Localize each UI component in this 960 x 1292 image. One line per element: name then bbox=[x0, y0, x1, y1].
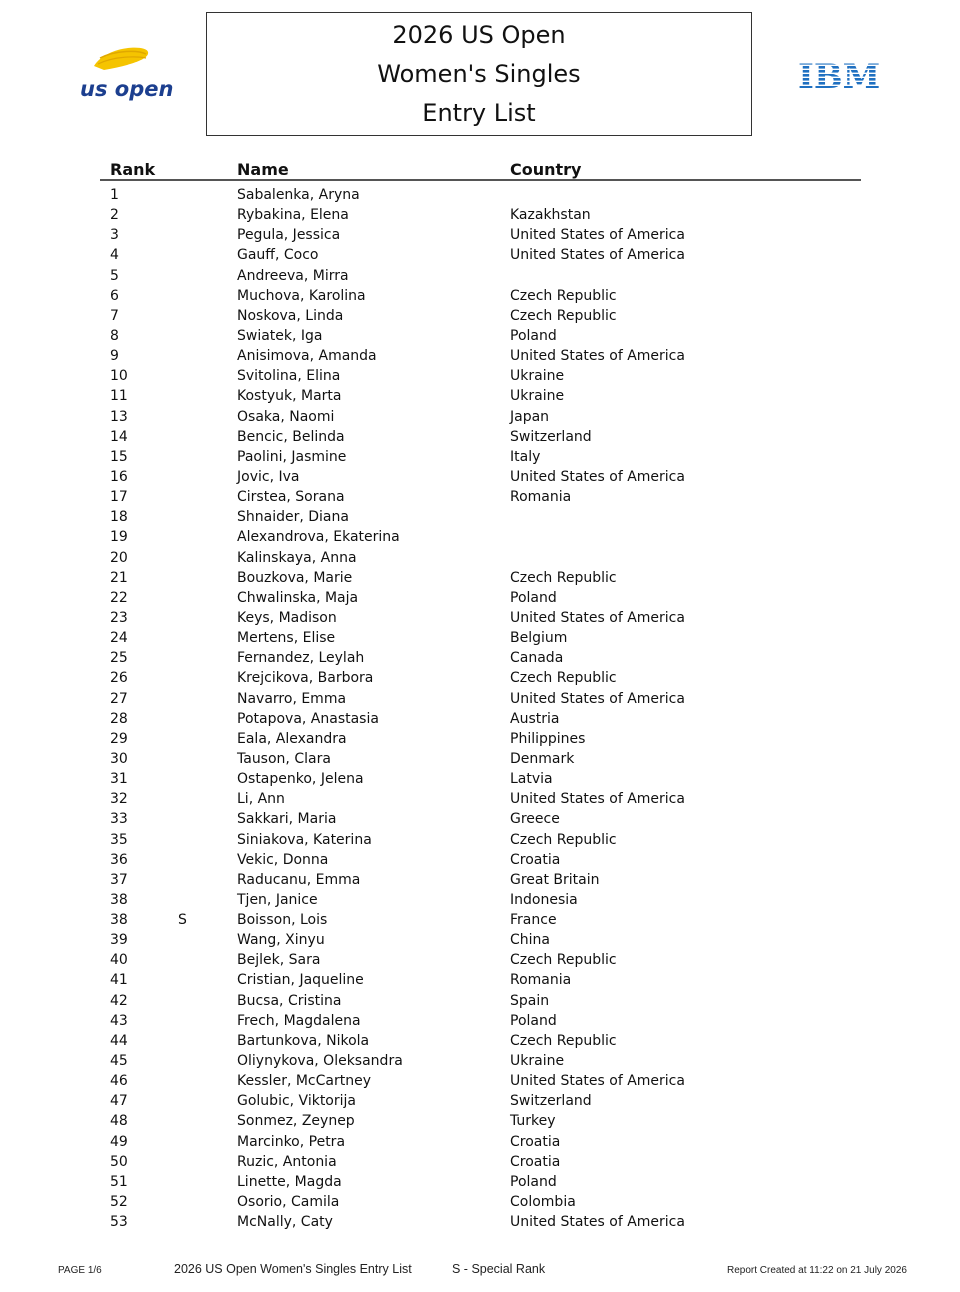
rank-cell: 51 bbox=[110, 1173, 128, 1190]
us-open-logo bbox=[76, 44, 176, 104]
table-row bbox=[0, 266, 960, 286]
table-row bbox=[0, 467, 960, 487]
name-cell: Keys, Madison bbox=[237, 609, 337, 626]
column-header-rank: Rank bbox=[110, 160, 156, 179]
rank-cell: 31 bbox=[110, 771, 128, 788]
country-cell: Croatia bbox=[510, 1153, 561, 1170]
table-row bbox=[0, 608, 960, 628]
table-row bbox=[0, 668, 960, 688]
name-cell: Jovic, Iva bbox=[237, 468, 300, 485]
table-row bbox=[0, 789, 960, 809]
rank-cell: 15 bbox=[110, 448, 128, 465]
table-row bbox=[0, 930, 960, 950]
rank-cell: 40 bbox=[110, 952, 128, 969]
name-cell: Alexandrova, Ekaterina bbox=[237, 529, 400, 546]
rank-cell: 25 bbox=[110, 650, 128, 667]
name-cell: Cirstea, Sorana bbox=[237, 489, 345, 506]
rank-cell: 9 bbox=[110, 348, 119, 365]
country-cell: Spain bbox=[510, 992, 550, 1009]
rank-cell: 38 bbox=[110, 891, 128, 908]
rank-cell: 50 bbox=[110, 1153, 128, 1170]
table-row bbox=[0, 447, 960, 467]
title-line-1: 2026 US Open bbox=[392, 20, 566, 49]
country-cell: Italy bbox=[510, 448, 541, 465]
name-cell: Kessler, McCartney bbox=[237, 1073, 371, 1090]
rank-cell: 52 bbox=[110, 1194, 128, 1211]
rank-cell: 4 bbox=[110, 247, 119, 264]
name-cell: Kostyuk, Marta bbox=[237, 388, 342, 405]
svg-text:us open: us open bbox=[80, 77, 174, 101]
name-cell: Eala, Alexandra bbox=[237, 730, 347, 747]
name-cell: Navarro, Emma bbox=[237, 690, 347, 707]
rank-cell: 35 bbox=[110, 831, 128, 848]
rank-cell: 13 bbox=[110, 408, 128, 425]
country-cell: Colombia bbox=[510, 1194, 576, 1211]
page-number: PAGE 1/6 bbox=[58, 1265, 102, 1276]
rank-cell: 39 bbox=[110, 932, 128, 949]
table-row bbox=[0, 1051, 960, 1071]
country-cell: Romania bbox=[510, 489, 572, 506]
rank-cell: 36 bbox=[110, 851, 128, 868]
country-cell: Czech Republic bbox=[510, 670, 617, 687]
country-cell: Poland bbox=[510, 1173, 557, 1190]
rank-cell: 1 bbox=[110, 187, 119, 203]
table-row bbox=[0, 870, 960, 890]
footer-legend: S - Special Rank bbox=[452, 1262, 546, 1276]
country-cell: Czech Republic bbox=[510, 952, 617, 969]
name-cell: Bencic, Belinda bbox=[237, 428, 345, 445]
rank-cell: 16 bbox=[110, 468, 128, 485]
name-cell: Ostapenko, Jelena bbox=[237, 771, 364, 788]
table-row bbox=[0, 427, 960, 447]
country-cell: Ukraine bbox=[510, 368, 565, 385]
name-cell: Bouzkova, Marie bbox=[237, 569, 353, 586]
country-cell: United States of America bbox=[510, 227, 685, 244]
country-cell: France bbox=[510, 912, 557, 929]
table-row bbox=[0, 386, 960, 406]
country-cell: United States of America bbox=[510, 609, 685, 626]
rank-cell: 10 bbox=[110, 368, 128, 385]
name-cell: Gauff, Coco bbox=[237, 247, 319, 264]
table-row bbox=[0, 689, 960, 709]
table-row bbox=[0, 1132, 960, 1152]
svg-text:IBM: IBM bbox=[798, 58, 881, 94]
table-row bbox=[0, 225, 960, 245]
table-row bbox=[0, 1091, 960, 1111]
country-cell: Japan bbox=[510, 408, 550, 425]
name-cell: Muchova, Karolina bbox=[237, 287, 366, 304]
country-cell: Indonesia bbox=[510, 891, 578, 908]
table-row bbox=[0, 185, 960, 205]
ibm-logo bbox=[796, 58, 884, 94]
name-cell: Marcinko, Petra bbox=[237, 1133, 346, 1150]
table-row bbox=[0, 729, 960, 749]
name-cell: Swiatek, Iga bbox=[237, 327, 323, 344]
name-cell: Sabalenka, Aryna bbox=[237, 187, 360, 203]
table-row bbox=[0, 1011, 960, 1031]
country-cell: United States of America bbox=[510, 468, 685, 485]
name-cell: Anisimova, Amanda bbox=[237, 348, 377, 365]
table-row bbox=[0, 205, 960, 225]
rank-cell: 24 bbox=[110, 630, 128, 647]
table-row bbox=[0, 1212, 960, 1232]
rank-cell: 45 bbox=[110, 1053, 128, 1070]
country-cell: Croatia bbox=[510, 851, 561, 868]
name-cell: Pegula, Jessica bbox=[237, 227, 341, 244]
table-row bbox=[0, 1192, 960, 1212]
name-cell: Raducanu, Emma bbox=[237, 871, 361, 888]
name-cell: Bucsa, Cristina bbox=[237, 992, 342, 1009]
table-row bbox=[0, 588, 960, 608]
table-row bbox=[0, 648, 960, 668]
country-cell: Czech Republic bbox=[510, 307, 617, 324]
rank-cell: 2 bbox=[110, 207, 119, 224]
table-row bbox=[0, 749, 960, 769]
country-cell: Poland bbox=[510, 589, 557, 606]
country-cell: United States of America bbox=[510, 348, 685, 365]
country-cell: United States of America bbox=[510, 690, 685, 707]
country-cell: Canada bbox=[510, 650, 564, 667]
country-cell: Ukraine bbox=[510, 1053, 565, 1070]
country-cell: Switzerland bbox=[510, 1093, 592, 1110]
title-line-2: Women's Singles bbox=[377, 59, 581, 88]
country-cell: United States of America bbox=[510, 247, 685, 264]
entry-list bbox=[0, 185, 960, 1232]
name-cell: Sonmez, Zeynep bbox=[237, 1113, 355, 1130]
rank-cell: 49 bbox=[110, 1133, 128, 1150]
rank-cell: 8 bbox=[110, 327, 119, 344]
name-cell: Sakkari, Maria bbox=[237, 811, 337, 828]
name-cell: Vekic, Donna bbox=[237, 851, 329, 868]
rank-cell: 18 bbox=[110, 509, 128, 526]
table-row bbox=[0, 487, 960, 507]
name-cell: Shnaider, Diana bbox=[237, 509, 349, 526]
name-cell: Boisson, Lois bbox=[237, 912, 328, 929]
name-cell: Bartunkova, Nikola bbox=[237, 1032, 370, 1049]
name-cell: Svitolina, Elina bbox=[237, 368, 341, 385]
name-cell: Cristian, Jaqueline bbox=[237, 972, 364, 989]
name-cell: Noskova, Linda bbox=[237, 307, 344, 324]
country-cell: Latvia bbox=[510, 771, 553, 788]
name-cell: Osorio, Camila bbox=[237, 1194, 340, 1211]
rank-cell: 32 bbox=[110, 791, 128, 808]
rank-cell: 28 bbox=[110, 710, 128, 727]
country-cell: Philippines bbox=[510, 730, 586, 747]
table-row bbox=[0, 709, 960, 729]
name-cell: Mertens, Elise bbox=[237, 630, 336, 647]
table-row bbox=[0, 910, 960, 930]
rank-cell: 38 bbox=[110, 912, 128, 929]
column-header-name: Name bbox=[237, 160, 289, 179]
rank-cell: 6 bbox=[110, 287, 119, 304]
table-row bbox=[0, 306, 960, 326]
rank-cell: 19 bbox=[110, 529, 128, 546]
rank-cell: 42 bbox=[110, 992, 128, 1009]
rank-cell: 20 bbox=[110, 549, 128, 566]
table-row bbox=[0, 1071, 960, 1091]
name-cell: Li, Ann bbox=[237, 791, 285, 808]
country-cell: Poland bbox=[510, 327, 557, 344]
name-cell: Fernandez, Leylah bbox=[237, 650, 365, 667]
table-row bbox=[0, 1111, 960, 1131]
name-cell: Paolini, Jasmine bbox=[237, 448, 347, 465]
rank-cell: 3 bbox=[110, 227, 119, 244]
column-header-country: Country bbox=[510, 160, 582, 179]
rank-cell: 14 bbox=[110, 428, 128, 445]
rank-cell: 53 bbox=[110, 1214, 128, 1231]
country-cell: Romania bbox=[510, 972, 572, 989]
name-cell: Krejcikova, Barbora bbox=[237, 670, 374, 687]
table-row bbox=[0, 769, 960, 789]
name-cell: Wang, Xinyu bbox=[237, 932, 325, 949]
name-cell: Oliynykova, Oleksandra bbox=[237, 1053, 403, 1070]
rank-cell: 26 bbox=[110, 670, 128, 687]
table-row bbox=[0, 809, 960, 829]
name-cell: Andreeva, Mirra bbox=[237, 267, 349, 284]
country-cell: Czech Republic bbox=[510, 287, 617, 304]
name-cell: Osaka, Naomi bbox=[237, 408, 335, 425]
name-cell: Golubic, Viktorija bbox=[237, 1093, 356, 1110]
name-cell: Tauson, Clara bbox=[237, 750, 331, 767]
table-row bbox=[0, 1152, 960, 1172]
table-row bbox=[0, 366, 960, 386]
table-row bbox=[0, 1172, 960, 1192]
special-rank-flag: S bbox=[178, 912, 187, 929]
table-row bbox=[0, 1031, 960, 1051]
country-cell: United States of America bbox=[510, 1214, 685, 1231]
rank-cell: 5 bbox=[110, 267, 119, 284]
header-divider bbox=[100, 179, 861, 181]
rank-cell: 33 bbox=[110, 811, 128, 828]
name-cell: Kalinskaya, Anna bbox=[237, 549, 357, 566]
table-row bbox=[0, 245, 960, 265]
country-cell: Czech Republic bbox=[510, 569, 617, 586]
country-cell: Denmark bbox=[510, 750, 575, 767]
table-row bbox=[0, 286, 960, 306]
rank-cell: 11 bbox=[110, 388, 128, 405]
rank-cell: 48 bbox=[110, 1113, 128, 1130]
name-cell: Rybakina, Elena bbox=[237, 207, 349, 224]
title-box bbox=[206, 12, 752, 136]
rank-cell: 29 bbox=[110, 730, 128, 747]
table-row bbox=[0, 346, 960, 366]
rank-cell: 37 bbox=[110, 871, 128, 888]
table-row bbox=[0, 830, 960, 850]
table-row bbox=[0, 628, 960, 648]
country-cell: Poland bbox=[510, 1012, 557, 1029]
rank-cell: 23 bbox=[110, 609, 128, 626]
country-cell: Belgium bbox=[510, 630, 568, 647]
country-cell: Switzerland bbox=[510, 428, 592, 445]
name-cell: Linette, Magda bbox=[237, 1173, 342, 1190]
rank-cell: 22 bbox=[110, 589, 128, 606]
country-cell: Turkey bbox=[510, 1113, 556, 1130]
country-cell: United States of America bbox=[510, 1073, 685, 1090]
title-line-3: Entry List bbox=[422, 98, 536, 127]
table-row bbox=[0, 568, 960, 588]
name-cell: Chwalinska, Maja bbox=[237, 589, 359, 606]
name-cell: Frech, Magdalena bbox=[237, 1012, 361, 1029]
rank-cell: 30 bbox=[110, 750, 128, 767]
country-cell: China bbox=[510, 932, 550, 949]
table-row bbox=[0, 527, 960, 547]
rank-cell: 17 bbox=[110, 489, 128, 506]
rank-cell: 21 bbox=[110, 569, 128, 586]
table-row bbox=[0, 991, 960, 1011]
country-cell: Ukraine bbox=[510, 388, 565, 405]
rank-cell: 46 bbox=[110, 1073, 128, 1090]
footer-title: 2026 US Open Women's Singles Entry List bbox=[174, 1262, 412, 1276]
country-cell: Czech Republic bbox=[510, 1032, 617, 1049]
rank-cell: 7 bbox=[110, 307, 119, 324]
country-cell: Croatia bbox=[510, 1133, 561, 1150]
table-row bbox=[0, 850, 960, 870]
table-row bbox=[0, 507, 960, 527]
name-cell: Bejlek, Sara bbox=[237, 952, 321, 969]
table-row bbox=[0, 950, 960, 970]
table-row bbox=[0, 970, 960, 990]
country-cell: Great Britain bbox=[510, 871, 600, 888]
country-cell: Austria bbox=[510, 710, 560, 727]
name-cell: Potapova, Anastasia bbox=[237, 710, 379, 727]
rank-cell: 47 bbox=[110, 1093, 128, 1110]
name-cell: Ruzic, Antonia bbox=[237, 1153, 337, 1170]
name-cell: McNally, Caty bbox=[237, 1214, 333, 1231]
table-row bbox=[0, 548, 960, 568]
name-cell: Tjen, Janice bbox=[237, 891, 318, 908]
report-created: Report Created at 11:22 on 21 July 2026 bbox=[727, 1265, 907, 1276]
rank-cell: 43 bbox=[110, 1012, 128, 1029]
rank-cell: 27 bbox=[110, 690, 128, 707]
country-cell: United States of America bbox=[510, 791, 685, 808]
table-row bbox=[0, 407, 960, 427]
country-cell: Czech Republic bbox=[510, 831, 617, 848]
country-cell: Kazakhstan bbox=[510, 207, 591, 224]
rank-cell: 44 bbox=[110, 1032, 128, 1049]
table-row bbox=[0, 326, 960, 346]
table-row bbox=[0, 890, 960, 910]
country-cell: Greece bbox=[510, 811, 560, 828]
name-cell: Siniakova, Katerina bbox=[237, 831, 372, 848]
rank-cell: 41 bbox=[110, 972, 128, 989]
